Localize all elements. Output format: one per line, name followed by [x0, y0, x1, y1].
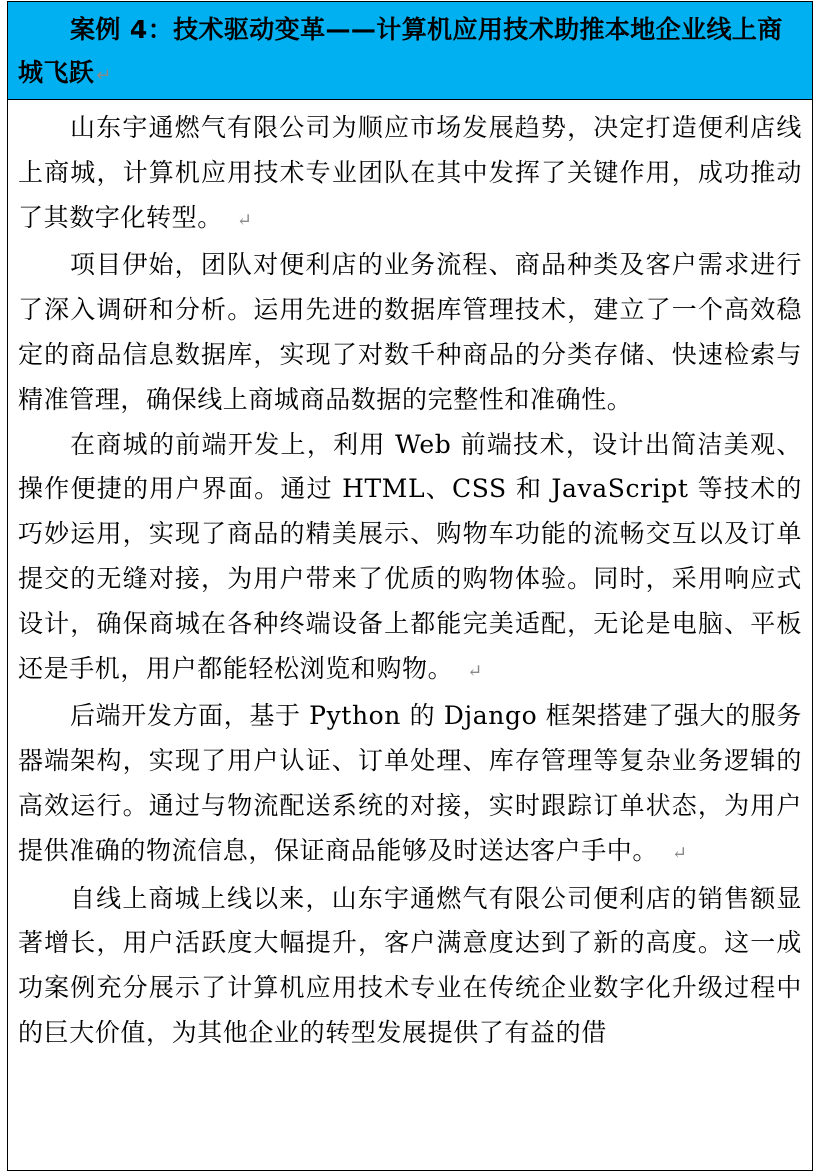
paragraph-text: 在商城的前端开发上，利用 Web 前端技术，设计出简洁美观、操作便捷的用户界面。通过 HTML、CSS 和 JavaScript 等技术的巧妙运用，实现了商品的精美展示、购物车功能的流畅交互以及订单提交的无缝对接，为用户带来了优质的购物体验。同时，采用响应式设计，确保商城在各种终端设备上都能完美适配，无论是电脑、平板还是手机，用户都能轻松浏览和购物。	[18, 429, 802, 683]
case-header	[8, 2, 812, 100]
case-body	[8, 100, 812, 1056]
case-study-box	[7, 1, 813, 1171]
paragraph-frontend	[18, 423, 802, 695]
paragraph-text: 山东宇通燃气有限公司为顺应市场发展趋势，决定打造便利店线上商城，计算机应用技术专业团队在其中发挥了关键作用，成功推动了其数字化转型。	[18, 113, 802, 232]
paragraph-results	[18, 877, 802, 1056]
paragraph-intro	[18, 106, 802, 243]
paragraph-text: 自线上商城上线以来，山东宇通燃气有限公司便利店的销售额显著增长，用户活跃度大幅提升，客户满意度达到了新的高度。这一成功案例充分展示了计算机应用技术专业在传统企业数字化升级过程中的巨大价值，为其他企业的转型发展提供了有益的借	[18, 883, 802, 1047]
paragraph-mark-icon: ↵	[96, 65, 112, 86]
case-title-text: 案例 4：技术驱动变革——计算机应用技术助推本地企业线上商城飞跃	[18, 15, 783, 87]
paragraph-text: 项目伊始，团队对便利店的业务流程、商品种类及客户需求进行了深入调研和分析。运用先进的数据库管理技术，建立了一个高效稳定的商品信息数据库，实现了对数千种商品的分类存储、快速检索与精准管理，确保线上商城商品数据的完整性和准确性。	[18, 250, 802, 414]
paragraph-mark-icon: ↵	[467, 660, 483, 682]
paragraph-backend	[18, 694, 802, 876]
case-title	[18, 8, 802, 97]
paragraph-mark-icon: ↵	[672, 842, 688, 864]
paragraph-database	[18, 243, 802, 422]
paragraph-mark-icon: ↵	[236, 209, 253, 231]
paragraph-text: 后端开发方面，基于 Python 的 Django 框架搭建了强大的服务器端架构，实现了用户认证、订单处理、库存管理等复杂业务逻辑的高效运行。通过与物流配送系统的对接，实时跟踪订单状态，为用户提供准确的物流信息，保证商品能够及时送达客户手中。	[18, 701, 802, 865]
